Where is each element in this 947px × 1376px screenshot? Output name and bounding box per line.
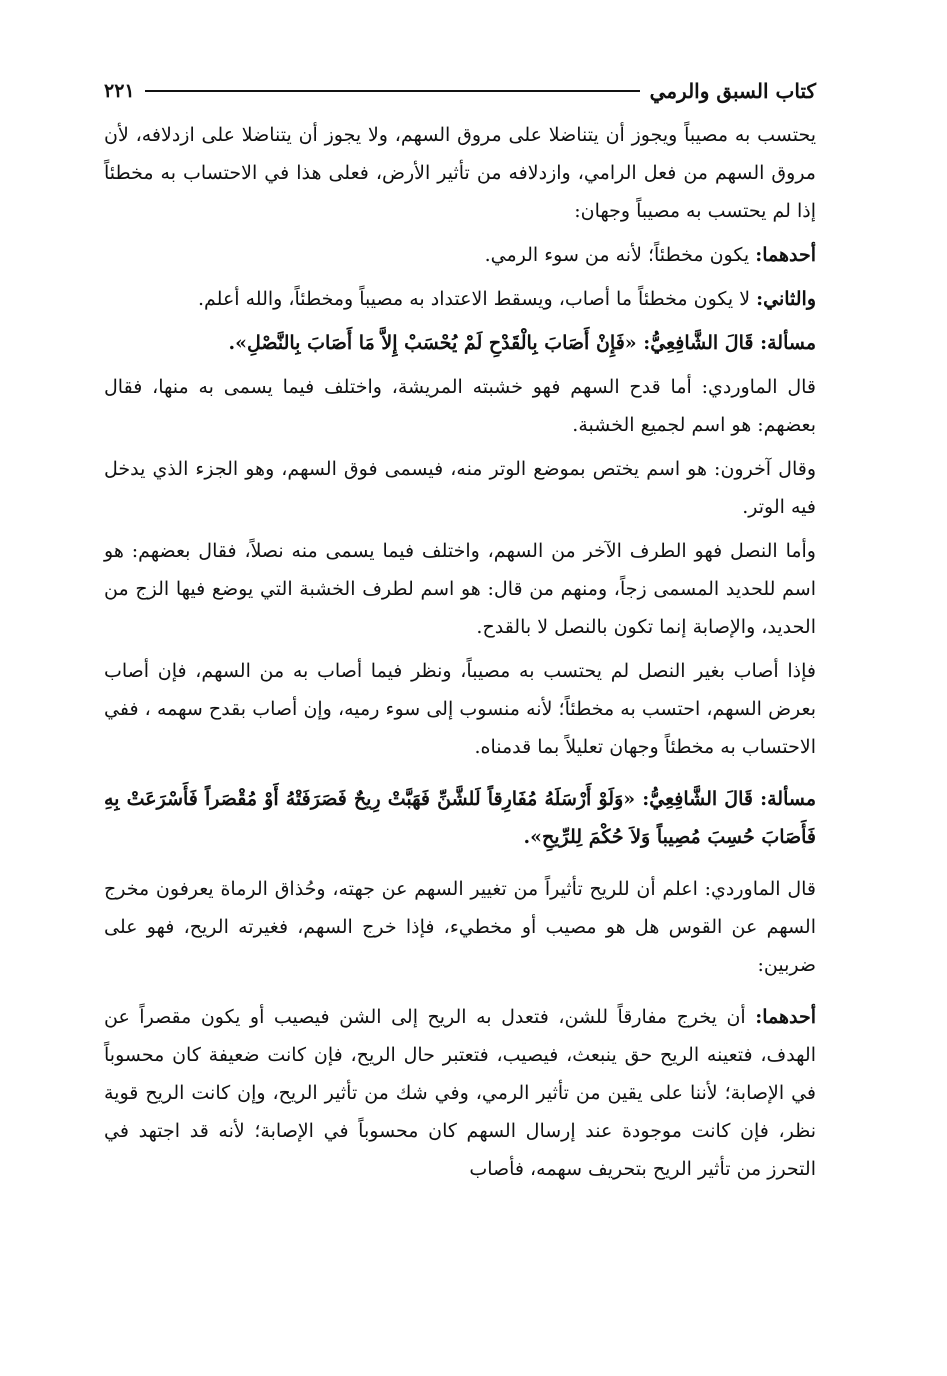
paragraph-5 [104,368,816,444]
masala-heading: مسألة: قَالَ الشَّافِعِيُّ: [642,788,816,810]
masala-quote: «فَإِنْ أَصَابَ بِالْقَدْحِ لَمْ يُحْسَبْ إِلاَّ مَا أَصَابَ بِالنَّصْلِ». [228,332,644,354]
paragraph-lead: أحدهما: [755,1006,816,1028]
paragraph-text: وأما النصل فهو الطرف الآخر من السهم، واختلف فيما يسمى منه نصلاً، فقال بعضهم: هو اسم للحديد المسمى زجاً، ومنهم من قال: هو اسم لطرف الخشبة التي يوضع فيها الزج من الحديد، والإصابة إنما تكون بالنصل لا بالقدح. [104,540,816,638]
book-title: كتاب السبق والرمي [649,79,816,103]
paragraph-2 [104,236,816,274]
paragraph-11 [104,998,816,1188]
masala-heading: مسألة: قَالَ الشَّافِعِيُّ: [643,332,816,354]
page-number: ٢٢١ [104,80,135,102]
book-page [104,74,816,1194]
paragraph-7 [104,532,816,646]
paragraph-text: يكون مخطئاً؛ لأنه من سوء الرمي. [484,244,756,266]
paragraph-1 [104,116,816,230]
paragraph-text: فإذا أصاب بغير النصل لم يحتسب به مصيباً، ونظر فيما أصاب به من السهم، فإن أصاب بعرض السهم، احتسب به مخطئاً؛ لأنه منسوب إلى سوء رميه، وإن أصاب بقدح سهمه ، ففي الاحتساب به مخطئاً وجهان تعليلاً بما قدمناه. [104,660,816,758]
paragraph-lead: والثاني: [756,288,816,310]
paragraph-text: أن يخرج مفارقاً للشن، فتعدل به الريح إلى الشن فيصيب أو يكون مقصراً عن الهدف، فتعينه الريح حق ينبعث، فيصيب، فتعتبر حال الريح، فإن كانت ضعيفة كان محسوباً في الإصابة؛ لأننا على يقين من تأثير الرمي، وفي شك من تأثير الريح، وإن كانت الريح قوية نظر، فإن كانت موجودة عند إرسال السهم كان محسوباً في الإصابة؛ لأنه قد اجتهد في التحرز من تأثير الريح بتحريف سهمه، فأصاب [104,1006,816,1180]
header-rule [145,90,640,92]
paragraph-6 [104,450,816,526]
paragraph-text: قال الماوردي: اعلم أن للريح تأثيراً من تغيير السهم عن جهته، وحُذاق الرماة يعرفون مخرج السهم عن القوس هل هو مصيب أو مخطيء، فإذا خرج السهم، فغيرته الريح، فهو على ضربين: [104,878,816,976]
masala-quote: «وَلَوْ أَرْسَلَهُ مُفَارِقاً لَلشَّنِّ فَهَبَّتْ رِيحٌ فَصَرَفَتْهُ أَوْ مُقْصَراً فَأَسْرَعَتْ بِهِ فَأَصَابَ حُسِبَ مُصِيباً وَلاَ حُكْمَ لِلرِّيحِ». [104,788,816,848]
running-header [104,74,816,108]
paragraph-8 [104,652,816,766]
paragraph-3 [104,280,816,318]
paragraph-text: لا يكون مخطئاً ما أصاب، ويسقط الاعتداد به مصيباً ومخطئاً، والله أعلم. [197,288,757,310]
paragraph-text: يحتسب به مصيباً ويجوز أن يتناضلا على مروق السهم، ولا يجوز أن يتناضلا على ازدلافه، لأن مروق السهم من فعل الرامي، وازدلافه من تأثير الأرض، فعلى هذا في الاحتساب به مخطئاً إذا لم يحتسب به مصيباً وجهان: [104,124,816,222]
masala-2 [104,780,816,856]
paragraph-lead: أحدهما: [755,244,816,266]
masala-1 [104,324,816,362]
paragraph-text: وقال آخرون: هو اسم يختص بموضع الوتر منه، فيسمى فوق السهم، وهو الجزء الذي يدخل فيه الوتر. [104,458,816,518]
paragraph-text: قال الماوردي: أما قدح السهم فهو خشبته المريشة، واختلف فيما يسمى به منها، فقال بعضهم: هو اسم لجميع الخشبة. [104,376,816,436]
paragraph-10 [104,870,816,984]
